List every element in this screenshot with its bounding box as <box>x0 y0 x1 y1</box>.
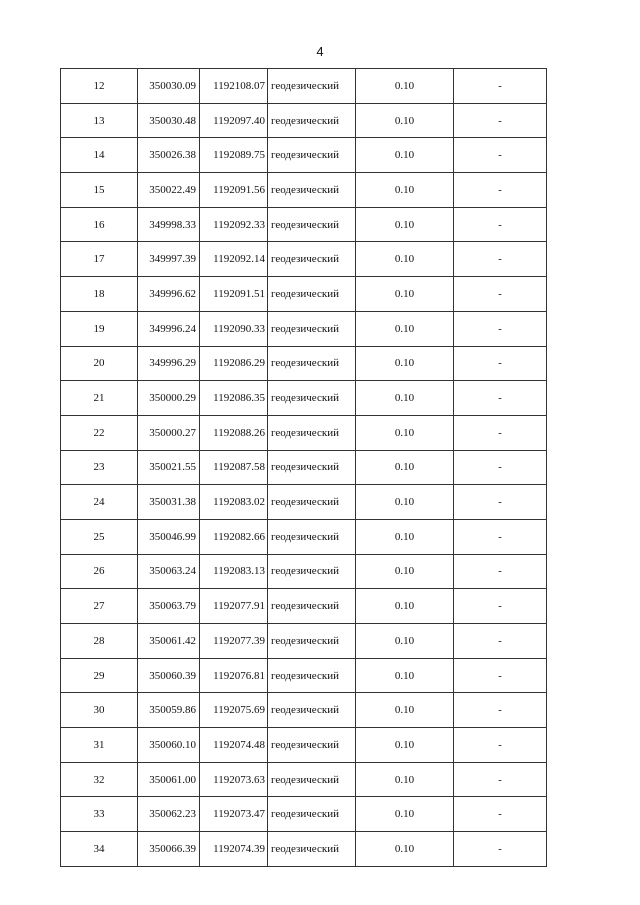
x-coordinate-cell: 349998.33 <box>138 207 200 242</box>
note-cell: - <box>454 624 547 659</box>
accuracy-cell: 0.10 <box>356 277 454 312</box>
note-cell: - <box>454 173 547 208</box>
table-row <box>61 207 547 242</box>
point-number-cell: 13 <box>61 103 138 138</box>
note-cell: - <box>454 589 547 624</box>
point-number-cell: 30 <box>61 693 138 728</box>
point-number-cell: 21 <box>61 381 138 416</box>
note-cell: - <box>454 381 547 416</box>
table-row <box>61 554 547 589</box>
point-number-cell: 25 <box>61 519 138 554</box>
accuracy-cell: 0.10 <box>356 762 454 797</box>
y-coordinate-cell: 1192091.56 <box>200 173 268 208</box>
x-coordinate-cell: 350000.29 <box>138 381 200 416</box>
x-coordinate-cell: 349996.29 <box>138 346 200 381</box>
point-number-cell: 12 <box>61 69 138 104</box>
accuracy-cell: 0.10 <box>356 69 454 104</box>
method-cell: геодезический <box>268 415 356 450</box>
x-coordinate-cell: 350026.38 <box>138 138 200 173</box>
x-coordinate-cell: 350060.39 <box>138 658 200 693</box>
table-row <box>61 485 547 520</box>
table-row <box>61 415 547 450</box>
table-row <box>61 589 547 624</box>
table-row <box>61 277 547 312</box>
point-number-cell: 18 <box>61 277 138 312</box>
method-cell: геодезический <box>268 797 356 832</box>
y-coordinate-cell: 1192091.51 <box>200 277 268 312</box>
method-cell: геодезический <box>268 346 356 381</box>
table-row <box>61 69 547 104</box>
x-coordinate-cell: 350062.23 <box>138 797 200 832</box>
y-coordinate-cell: 1192108.07 <box>200 69 268 104</box>
point-number-cell: 14 <box>61 138 138 173</box>
x-coordinate-cell: 350063.79 <box>138 589 200 624</box>
y-coordinate-cell: 1192076.81 <box>200 658 268 693</box>
y-coordinate-cell: 1192077.91 <box>200 589 268 624</box>
accuracy-cell: 0.10 <box>356 242 454 277</box>
method-cell: геодезический <box>268 693 356 728</box>
note-cell: - <box>454 832 547 867</box>
method-cell: геодезический <box>268 69 356 104</box>
point-number-cell: 32 <box>61 762 138 797</box>
method-cell: геодезический <box>268 624 356 659</box>
table-row <box>61 381 547 416</box>
method-cell: геодезический <box>268 381 356 416</box>
y-coordinate-cell: 1192089.75 <box>200 138 268 173</box>
table-row <box>61 762 547 797</box>
accuracy-cell: 0.10 <box>356 693 454 728</box>
x-coordinate-cell: 349997.39 <box>138 242 200 277</box>
y-coordinate-cell: 1192075.69 <box>200 693 268 728</box>
y-coordinate-cell: 1192086.35 <box>200 381 268 416</box>
method-cell: геодезический <box>268 658 356 693</box>
y-coordinate-cell: 1192090.33 <box>200 311 268 346</box>
note-cell: - <box>454 242 547 277</box>
point-number-cell: 33 <box>61 797 138 832</box>
table-row <box>61 173 547 208</box>
note-cell: - <box>454 554 547 589</box>
y-coordinate-cell: 1192083.13 <box>200 554 268 589</box>
x-coordinate-cell: 350022.49 <box>138 173 200 208</box>
table-row <box>61 242 547 277</box>
note-cell: - <box>454 415 547 450</box>
accuracy-cell: 0.10 <box>356 415 454 450</box>
x-coordinate-cell: 350066.39 <box>138 832 200 867</box>
method-cell: геодезический <box>268 762 356 797</box>
y-coordinate-cell: 1192087.58 <box>200 450 268 485</box>
note-cell: - <box>454 519 547 554</box>
table-row <box>61 519 547 554</box>
point-number-cell: 26 <box>61 554 138 589</box>
note-cell: - <box>454 311 547 346</box>
point-number-cell: 34 <box>61 832 138 867</box>
method-cell: геодезический <box>268 589 356 624</box>
method-cell: геодезический <box>268 728 356 763</box>
note-cell: - <box>454 693 547 728</box>
y-coordinate-cell: 1192097.40 <box>200 103 268 138</box>
page-number: 4 <box>316 44 324 59</box>
y-coordinate-cell: 1192092.33 <box>200 207 268 242</box>
accuracy-cell: 0.10 <box>356 728 454 763</box>
method-cell: геодезический <box>268 554 356 589</box>
note-cell: - <box>454 485 547 520</box>
accuracy-cell: 0.10 <box>356 346 454 381</box>
point-number-cell: 22 <box>61 415 138 450</box>
table-row <box>61 103 547 138</box>
point-number-cell: 31 <box>61 728 138 763</box>
table-row <box>61 346 547 381</box>
table-row <box>61 693 547 728</box>
y-coordinate-cell: 1192082.66 <box>200 519 268 554</box>
x-coordinate-cell: 350060.10 <box>138 728 200 763</box>
point-number-cell: 23 <box>61 450 138 485</box>
method-cell: геодезический <box>268 242 356 277</box>
accuracy-cell: 0.10 <box>356 589 454 624</box>
x-coordinate-cell: 350030.48 <box>138 103 200 138</box>
note-cell: - <box>454 207 547 242</box>
note-cell: - <box>454 450 547 485</box>
x-coordinate-cell: 349996.24 <box>138 311 200 346</box>
note-cell: - <box>454 138 547 173</box>
accuracy-cell: 0.10 <box>356 519 454 554</box>
y-coordinate-cell: 1192073.63 <box>200 762 268 797</box>
y-coordinate-cell: 1192074.48 <box>200 728 268 763</box>
point-number-cell: 27 <box>61 589 138 624</box>
accuracy-cell: 0.10 <box>356 554 454 589</box>
note-cell: - <box>454 762 547 797</box>
x-coordinate-cell: 349996.62 <box>138 277 200 312</box>
accuracy-cell: 0.10 <box>356 485 454 520</box>
point-number-cell: 29 <box>61 658 138 693</box>
accuracy-cell: 0.10 <box>356 832 454 867</box>
table-row <box>61 797 547 832</box>
method-cell: геодезический <box>268 103 356 138</box>
point-number-cell: 19 <box>61 311 138 346</box>
accuracy-cell: 0.10 <box>356 797 454 832</box>
y-coordinate-cell: 1192074.39 <box>200 832 268 867</box>
x-coordinate-cell: 350059.86 <box>138 693 200 728</box>
table-row <box>61 450 547 485</box>
note-cell: - <box>454 103 547 138</box>
method-cell: геодезический <box>268 173 356 208</box>
x-coordinate-cell: 350061.00 <box>138 762 200 797</box>
y-coordinate-cell: 1192073.47 <box>200 797 268 832</box>
x-coordinate-cell: 350031.38 <box>138 485 200 520</box>
y-coordinate-cell: 1192092.14 <box>200 242 268 277</box>
y-coordinate-cell: 1192086.29 <box>200 346 268 381</box>
method-cell: геодезический <box>268 832 356 867</box>
accuracy-cell: 0.10 <box>356 450 454 485</box>
accuracy-cell: 0.10 <box>356 207 454 242</box>
coordinates-table <box>60 68 547 867</box>
method-cell: геодезический <box>268 485 356 520</box>
table-row <box>61 311 547 346</box>
method-cell: геодезический <box>268 311 356 346</box>
note-cell: - <box>454 69 547 104</box>
accuracy-cell: 0.10 <box>356 138 454 173</box>
note-cell: - <box>454 797 547 832</box>
table-row <box>61 624 547 659</box>
note-cell: - <box>454 346 547 381</box>
accuracy-cell: 0.10 <box>356 658 454 693</box>
point-number-cell: 24 <box>61 485 138 520</box>
accuracy-cell: 0.10 <box>356 173 454 208</box>
x-coordinate-cell: 350030.09 <box>138 69 200 104</box>
accuracy-cell: 0.10 <box>356 624 454 659</box>
table-row <box>61 138 547 173</box>
point-number-cell: 17 <box>61 242 138 277</box>
method-cell: геодезический <box>268 450 356 485</box>
accuracy-cell: 0.10 <box>356 103 454 138</box>
table-row <box>61 658 547 693</box>
table-row <box>61 728 547 763</box>
coordinates-table-body <box>61 69 547 867</box>
x-coordinate-cell: 350061.42 <box>138 624 200 659</box>
y-coordinate-cell: 1192083.02 <box>200 485 268 520</box>
point-number-cell: 20 <box>61 346 138 381</box>
point-number-cell: 16 <box>61 207 138 242</box>
method-cell: геодезический <box>268 277 356 312</box>
method-cell: геодезический <box>268 519 356 554</box>
x-coordinate-cell: 350021.55 <box>138 450 200 485</box>
note-cell: - <box>454 658 547 693</box>
method-cell: геодезический <box>268 138 356 173</box>
method-cell: геодезический <box>268 207 356 242</box>
y-coordinate-cell: 1192088.26 <box>200 415 268 450</box>
y-coordinate-cell: 1192077.39 <box>200 624 268 659</box>
note-cell: - <box>454 277 547 312</box>
point-number-cell: 15 <box>61 173 138 208</box>
table-row <box>61 832 547 867</box>
point-number-cell: 28 <box>61 624 138 659</box>
x-coordinate-cell: 350046.99 <box>138 519 200 554</box>
x-coordinate-cell: 350000.27 <box>138 415 200 450</box>
accuracy-cell: 0.10 <box>356 381 454 416</box>
accuracy-cell: 0.10 <box>356 311 454 346</box>
note-cell: - <box>454 728 547 763</box>
x-coordinate-cell: 350063.24 <box>138 554 200 589</box>
